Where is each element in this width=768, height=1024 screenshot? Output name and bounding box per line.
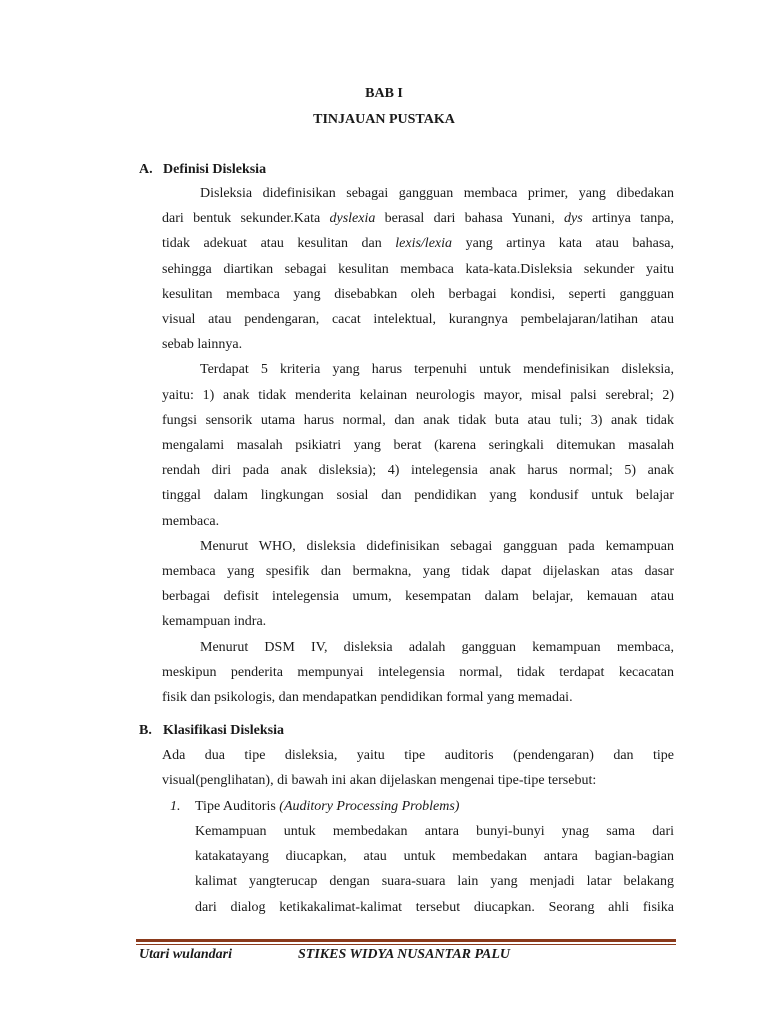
footer-rule-thin <box>136 944 676 945</box>
text-line <box>162 184 674 204</box>
text-run: Disleksia didefinisikan sebagai gangguan membaca primer, yang dibedakan <box>200 186 674 201</box>
text-line <box>195 822 674 842</box>
text-line <box>162 461 674 481</box>
italic-term: lexis/lexia <box>395 236 453 252</box>
text-line <box>162 612 674 632</box>
text-run: sebab lainnya. <box>162 337 243 353</box>
text-line <box>195 872 674 892</box>
footer-author: Utari wulandari <box>139 947 232 962</box>
section-b-heading <box>139 723 284 739</box>
text-line <box>162 512 674 532</box>
text-line <box>162 234 674 254</box>
text-line <box>162 663 674 683</box>
text-run: kesulitan membaca yang disebabkan oleh berbagai kondisi, seperti gangguan <box>162 286 674 302</box>
text-run: fungsi sensorik utama harus normal, dan anak tidak buta atau tuli; 3) anak tidak <box>162 412 674 428</box>
text-run: Kemampuan untuk membedakan antara bunyi-bunyi ynag sama dari <box>195 824 674 839</box>
text-run: artinya tanpa, <box>582 211 675 227</box>
text-run: visual(penglihatan), di bawah ini akan dijelaskan mengenai tipe-tipe tersebut: <box>162 773 597 789</box>
text-run: Menurut DSM IV, disleksia adalah gangguan kemampuan membaca, <box>200 639 674 655</box>
text-line <box>162 411 674 431</box>
list-item-italic: (Auditory Processing Problems) <box>279 799 460 814</box>
footer-institution: STIKES WIDYA NUSANTAR PALU <box>298 947 511 962</box>
text-run: yaitu: 1) anak tidak menderita kelainan neurologis mayor, misal palsi serebral; 2) <box>162 387 674 403</box>
text-run: dari bentuk sekunder.Kata <box>162 211 330 227</box>
text-run: membaca yang spesifik dan bermakna, yang tidak dapat dijelaskan atas dasar <box>162 564 674 579</box>
text-line <box>195 898 674 918</box>
text-line <box>162 587 674 607</box>
text-run: meskipun penderita mempunyai intelegensia normal, tidak terdapat kecacatan <box>162 664 674 680</box>
list-item-1 <box>170 799 459 815</box>
text-run: kalimat yangterucap dengan suara-suara lain yang menjadi latar belakang <box>195 874 674 890</box>
text-run: Ada dua tipe disleksia, yaitu tipe auditoris (pendengaran) dan tipe <box>162 748 674 763</box>
chapter-title: BAB I <box>365 86 403 101</box>
section-a-marker: A. <box>139 162 153 177</box>
text-line <box>162 537 674 557</box>
text-run: dari dialog ketikakalimat-kalimat tersebut diucapkan. Seorang ahli fisika <box>195 899 674 915</box>
text-line <box>162 285 674 305</box>
text-run: berbagai defisit intelegensia umum, kesempatan dalam belajar, kemauan atau <box>162 589 674 605</box>
text-run: Terdapat 5 kriteria yang harus terpenuhi untuk mendefinisikan disleksia, <box>200 362 674 378</box>
italic-term: dys <box>564 211 583 227</box>
footer-rule-thick <box>136 939 676 942</box>
text-run: berasal dari bahasa Yunani, <box>375 211 565 227</box>
list-item-number: 1. <box>170 799 181 814</box>
text-run: visual atau pendengaran, cacat intelektual, kurangnya pembelajaran/latihan atau <box>162 312 674 327</box>
text-run: katakatayang diucapkan, atau untuk membedakan antara bagian-bagian <box>195 849 674 865</box>
section-a-title: Definisi Disleksia <box>163 162 267 177</box>
text-run: fisik dan psikologis, dan mendapatkan pendidikan formal yang memadai. <box>162 690 573 705</box>
text-run: kemampuan indra. <box>162 614 267 630</box>
list-item-text: Tipe Auditoris <box>195 799 280 814</box>
italic-term: dyslexia <box>329 211 376 227</box>
text-run: mengalami masalah psikiatri yang berat (karena seringkali ditemukan masalah <box>162 438 674 453</box>
text-line <box>162 386 674 406</box>
text-run: yang artinya kata atau bahasa, <box>452 236 674 252</box>
text-run: tinggal dalam lingkungan sosial dan pendidikan yang kondusif untuk belajar <box>162 488 674 504</box>
text-line <box>162 260 674 280</box>
text-run: sehingga diartikan sebagai kesulitan membaca kata-kata.Disleksia sekunder yaitu <box>162 261 674 277</box>
text-line <box>162 746 674 766</box>
chapter-subtitle: TINJAUAN PUSTAKA <box>313 112 455 127</box>
text-line <box>195 847 674 867</box>
text-run: Menurut WHO, disleksia didefinisikan sebagai gangguan pada kemampuan <box>200 538 674 554</box>
text-run: membaca. <box>162 513 220 529</box>
section-a-heading <box>139 162 266 178</box>
section-b-marker: B. <box>139 723 152 738</box>
text-run: tidak adekuat atau kesulitan dan <box>162 236 396 252</box>
text-run: rendah diri pada anak disleksia); 4) intelegensia anak harus normal; 5) anak <box>162 463 674 479</box>
text-line <box>162 335 674 355</box>
text-line <box>162 360 674 380</box>
text-line <box>162 436 674 456</box>
text-line <box>162 771 674 791</box>
text-line <box>162 562 674 582</box>
text-line <box>162 486 674 506</box>
text-line <box>162 688 674 708</box>
text-line <box>162 310 674 330</box>
section-b-title: Klasifikasi Disleksia <box>163 723 284 738</box>
text-line <box>162 209 674 229</box>
text-line <box>162 638 674 658</box>
